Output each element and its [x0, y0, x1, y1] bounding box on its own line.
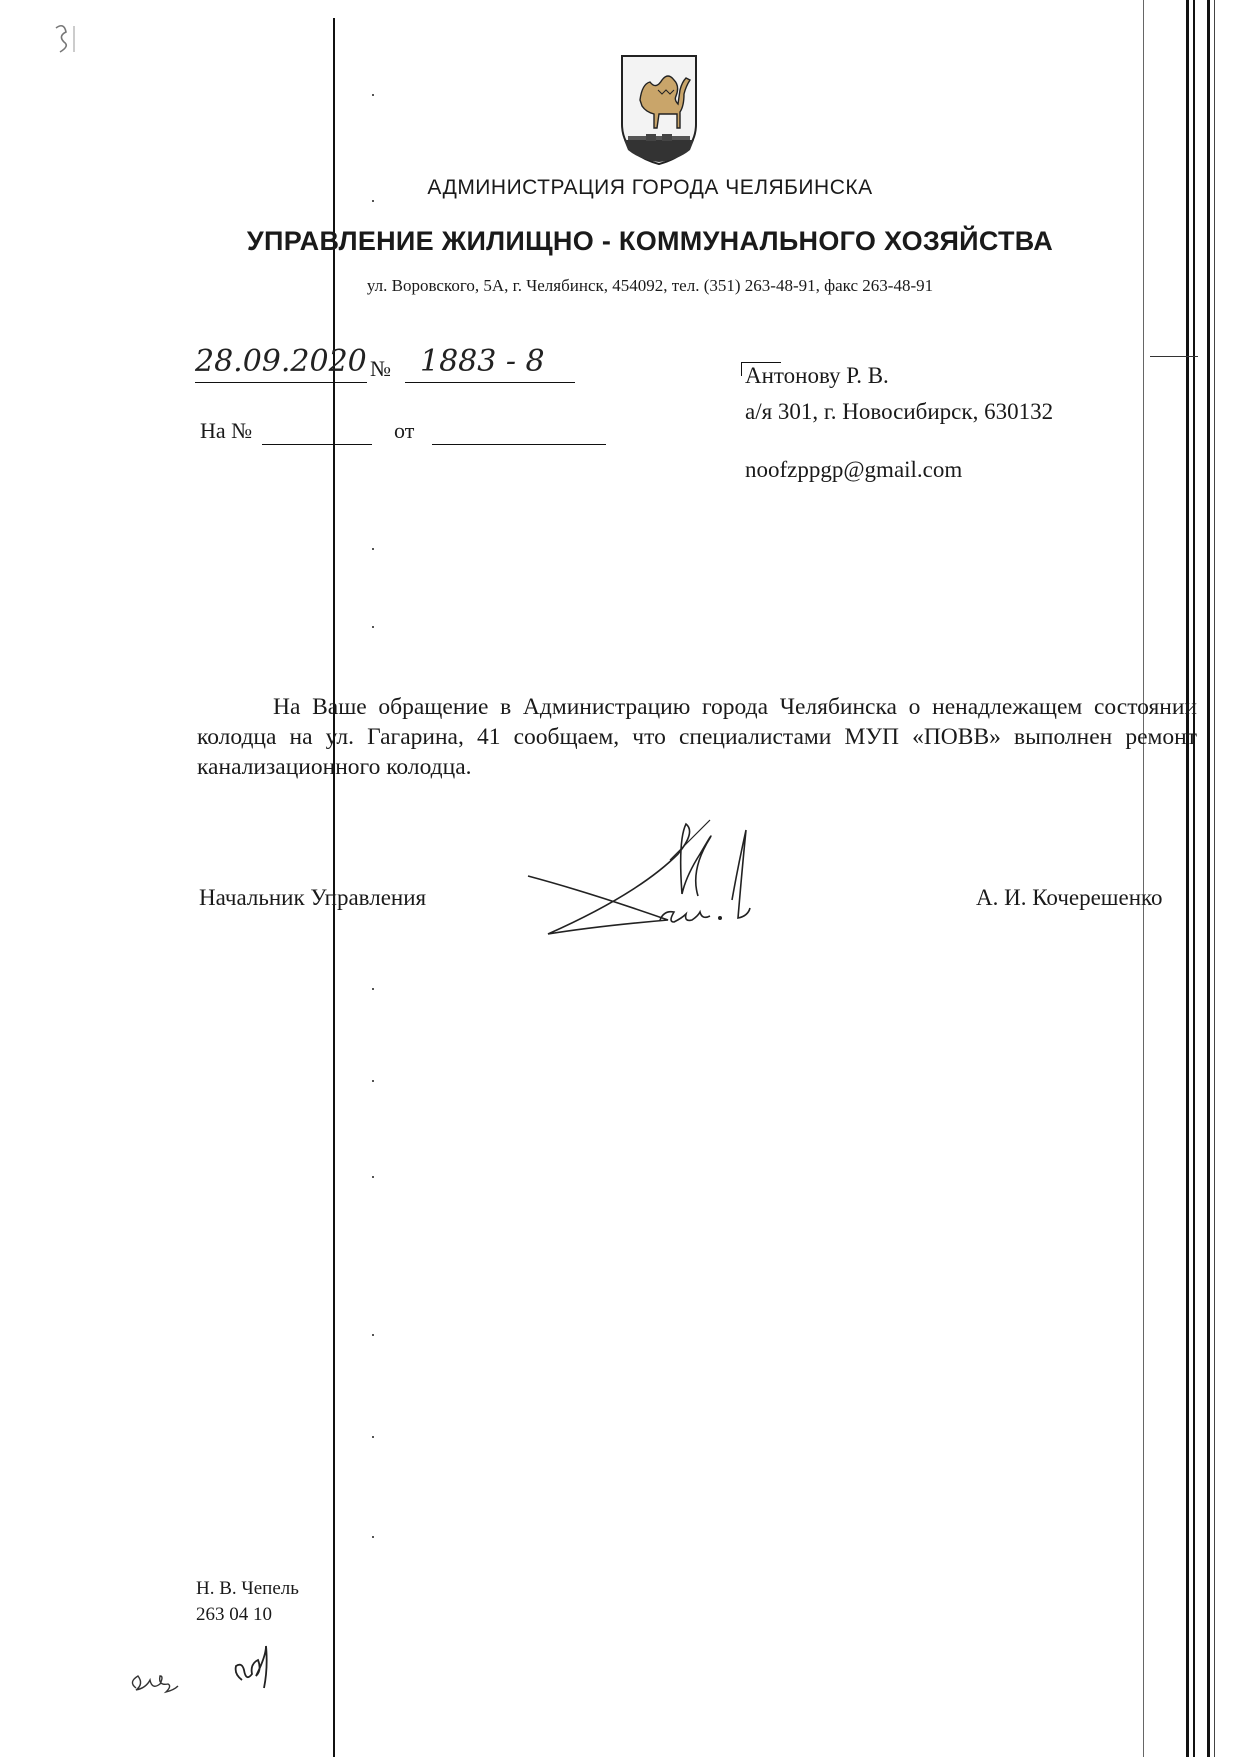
number-underline [405, 382, 575, 383]
department-address: ул. Воровского, 5А, г. Челябинск, 454092, тел. (351) 263-48-91, факс 263-48-91 [366, 276, 934, 295]
addressee-email: noofzppgp@gmail.com [745, 457, 963, 482]
from-label: от [394, 418, 415, 443]
scan-artifact-right-border [1207, 0, 1210, 1757]
executor-phone: 263 04 10 [196, 1604, 272, 1625]
outgoing-date: 28.09.2020 [195, 344, 367, 379]
signer-name: А. И. Кочерешенко [976, 885, 1163, 910]
addressee-block [745, 358, 1053, 430]
handwritten-signature-icon [520, 800, 840, 950]
scan-dot [372, 200, 374, 202]
scan-dot [372, 94, 374, 96]
scan-artifact-right-border [1214, 0, 1215, 1757]
addressee-corner-mark [741, 362, 781, 363]
scan-artifact-horizontal-tick [1150, 356, 1198, 357]
chelyabinsk-coat-of-arms-icon [618, 54, 700, 166]
scan-artifact-right-border [1143, 0, 1144, 1757]
incoming-number-field [262, 444, 372, 445]
archive-mark-icon [48, 20, 88, 60]
scan-dot [372, 1334, 374, 1336]
scan-dot [372, 1536, 374, 1538]
scan-dot [372, 548, 374, 550]
executor-name: Н. В. Чепель [196, 1578, 299, 1599]
executor-block [196, 1576, 299, 1628]
incoming-number-label: На № [200, 418, 253, 443]
handwritten-initials-icon [118, 1640, 318, 1710]
addressee-name: Антонову Р. В. [745, 363, 889, 388]
scan-artifact-right-border [1193, 0, 1195, 1757]
letter-body: На Ваше обращение в Администрацию города Челябинска о ненадлежащем состоянии колодца на ул. Гагарина, 41 сообщаем, что специалистами МУП «ПОВВ» выполнен ремонт канализационного колодца. [197, 694, 1197, 780]
scan-dot [372, 626, 374, 628]
outgoing-number: 1883 - 8 [420, 344, 545, 379]
scan-dot [372, 1176, 374, 1178]
scan-dot [372, 988, 374, 990]
department-name: УПРАВЛЕНИЕ ЖИЛИЩНО - КОММУНАЛЬНОГО ХОЗЯЙСТВА [246, 226, 1054, 256]
number-label: № [370, 356, 391, 381]
addressee-corner-mark [741, 362, 742, 376]
date-underline [195, 382, 367, 383]
signer-title: Начальник Управления [199, 885, 427, 910]
incoming-date-field [432, 444, 606, 445]
outgoing-reference [195, 344, 595, 390]
scan-dot [372, 1436, 374, 1438]
addressee-address: а/я 301, г. Новосибирск, 630132 [745, 399, 1054, 424]
incoming-reference [200, 418, 415, 444]
scan-artifact-right-border [1186, 0, 1189, 1757]
scan-dot [372, 1080, 374, 1082]
organization-name: АДМИНИСТРАЦИЯ ГОРОДА ЧЕЛЯБИНСКА [427, 176, 873, 199]
